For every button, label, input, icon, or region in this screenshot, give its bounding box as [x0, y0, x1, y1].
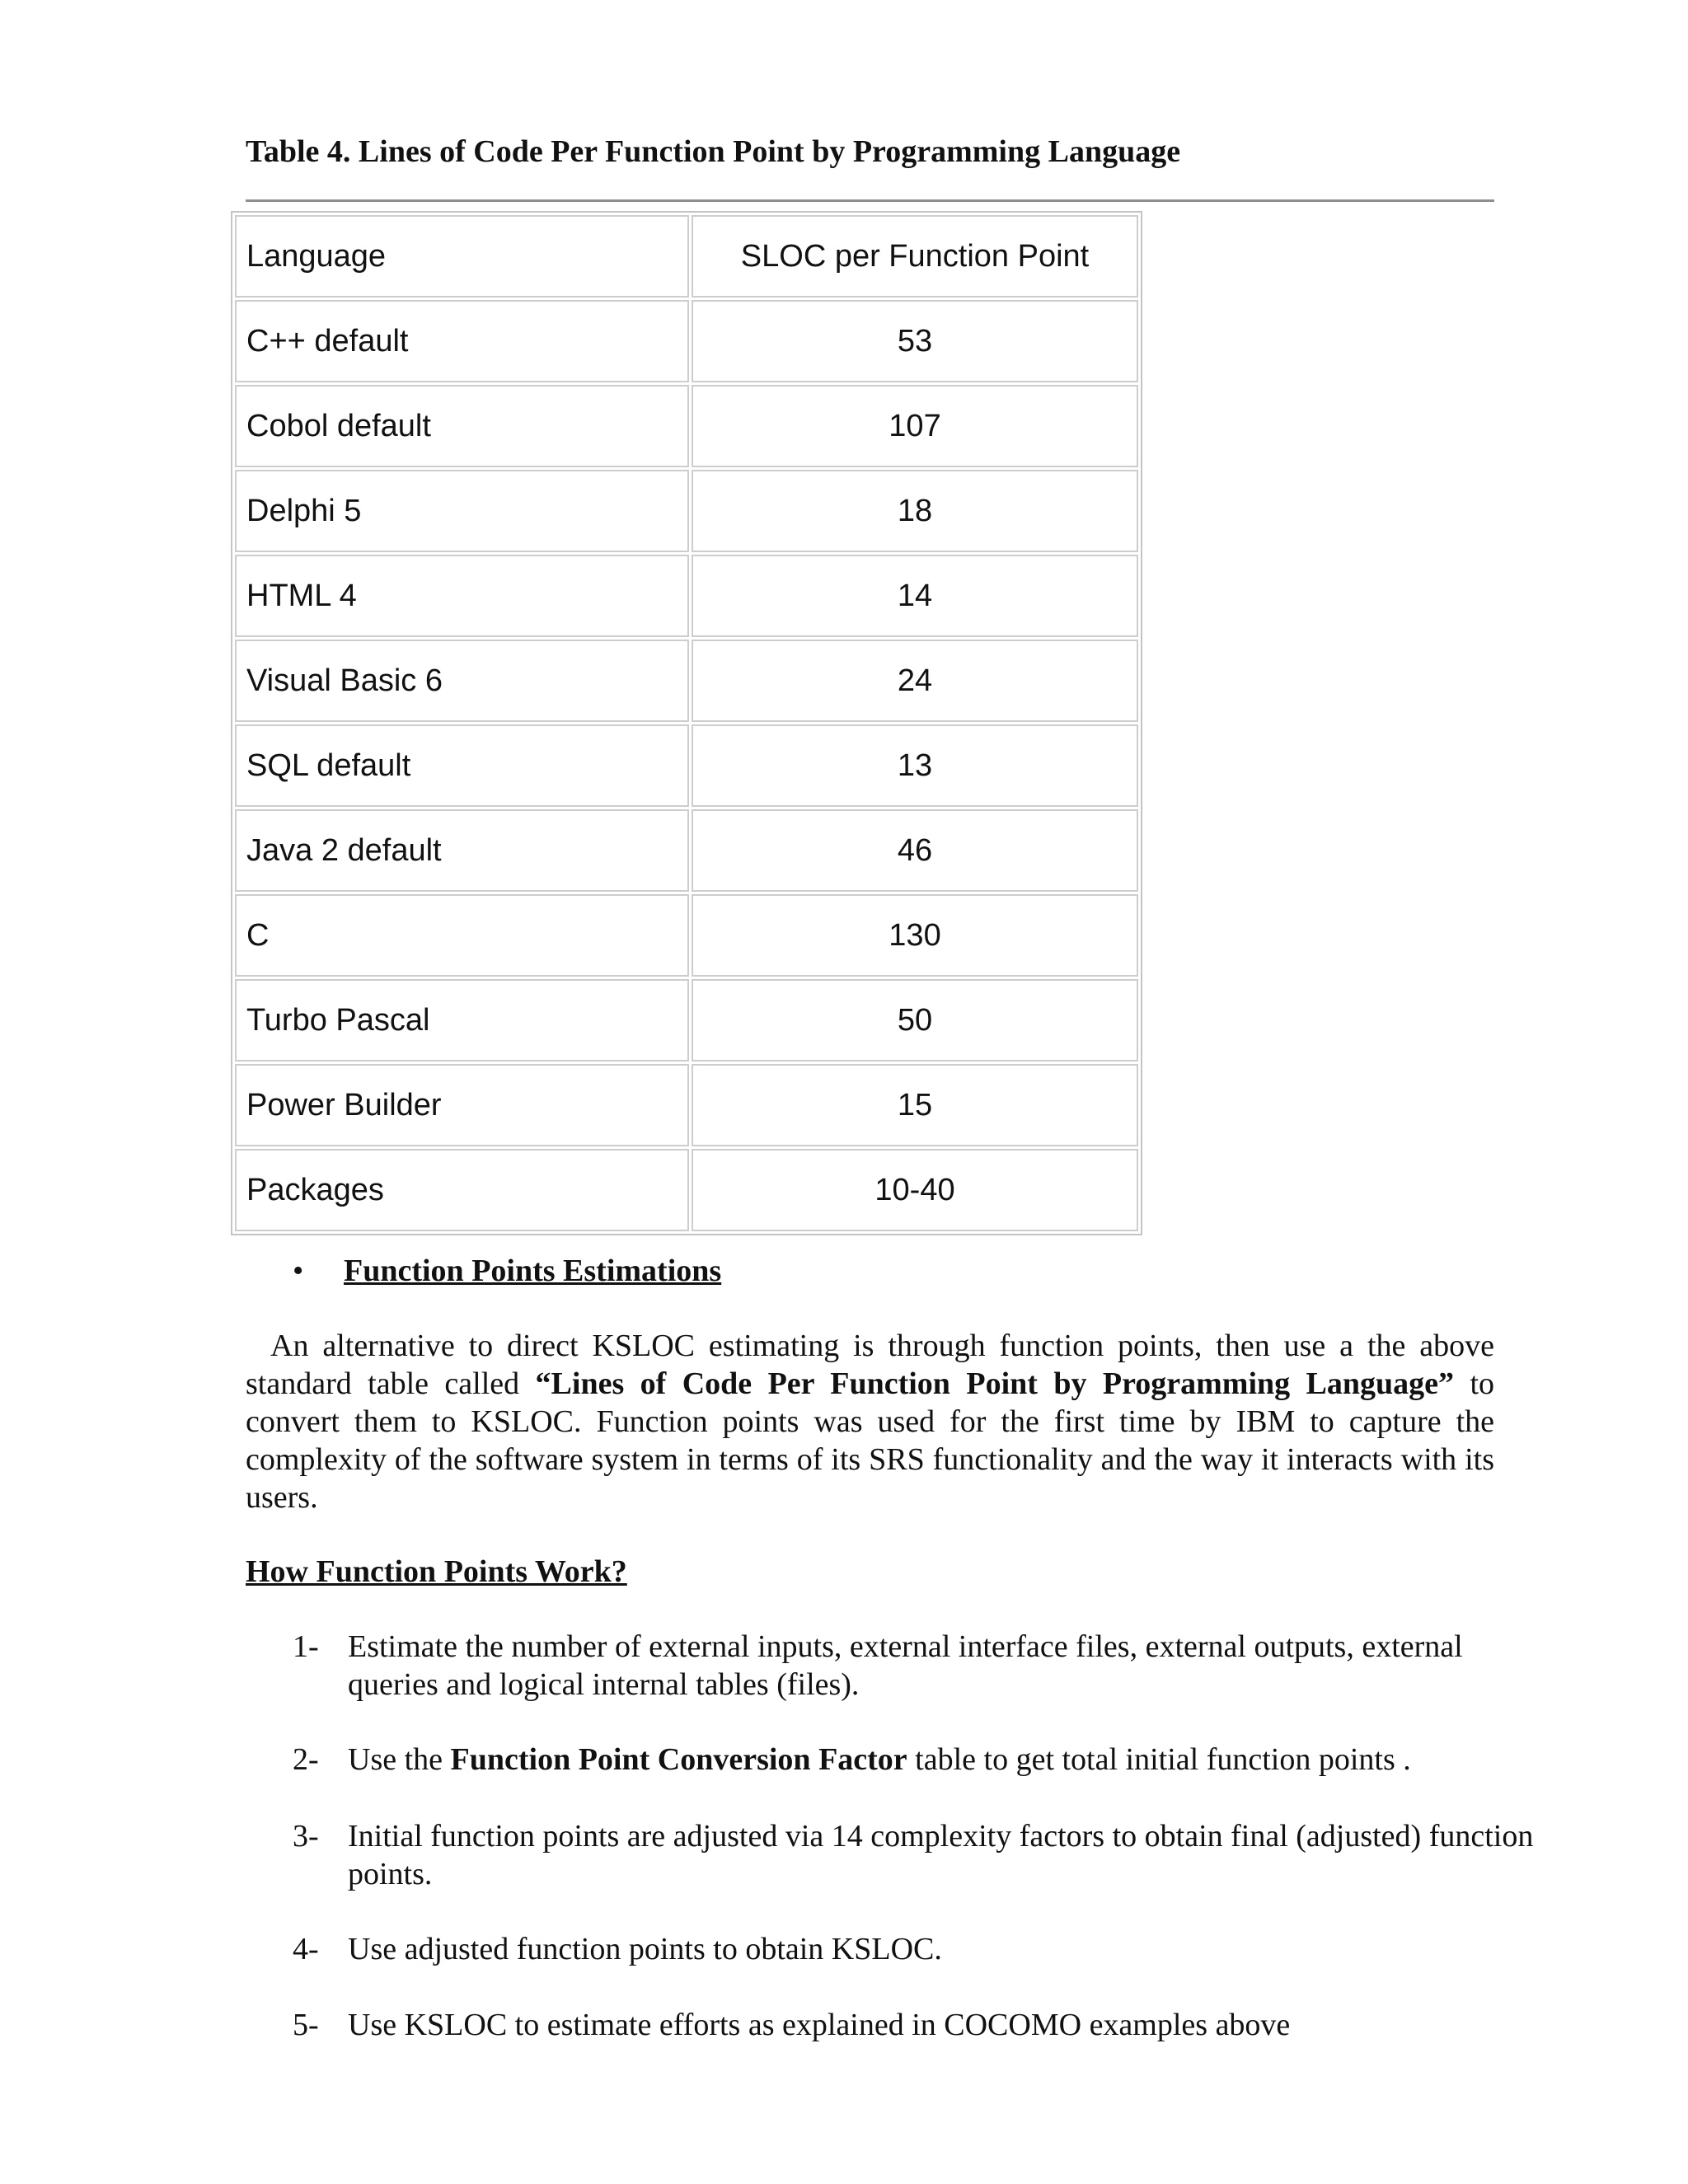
- step-text: Initial function points are adjusted via 14 complexity factors to obtain final (adjusted) function points.: [348, 1819, 1534, 1891]
- table-row: [235, 724, 1138, 807]
- cell-language: Delphi 5: [235, 470, 689, 552]
- bullet-icon: •: [293, 1254, 304, 1288]
- step-text-pre: Use the: [348, 1742, 451, 1777]
- cell-language: Cobol default: [235, 385, 689, 467]
- cell-sloc: 46: [692, 809, 1138, 892]
- list-item: [293, 1741, 1551, 1779]
- step-text: Use KSLOC to estimate efforts as explained in COCOMO examples above: [348, 2008, 1291, 2042]
- step-number: 2-: [293, 1742, 319, 1777]
- step-text-post: table to get total initial function points .: [907, 1742, 1411, 1777]
- table-row: [235, 809, 1138, 892]
- list-item: [293, 1628, 1551, 1704]
- step-number: 3-: [293, 1819, 319, 1854]
- cell-language: Java 2 default: [235, 809, 689, 892]
- paragraph-part1: An alternative to direct KSLOC estimating is through function points, then use a the above standard table called: [246, 1329, 1494, 1401]
- list-item: [293, 1930, 1551, 1968]
- table-row: [235, 385, 1138, 467]
- step-number: 5-: [293, 2008, 319, 2042]
- header-sloc: SLOC per Function Point: [692, 215, 1138, 298]
- sloc-table: [231, 211, 1142, 1235]
- step-number: 4-: [293, 1932, 319, 1966]
- cell-sloc: 107: [692, 385, 1138, 467]
- cell-sloc: 13: [692, 724, 1138, 807]
- section-heading: Function Points Estimations: [344, 1254, 722, 1288]
- section-bullet-heading: [293, 1253, 721, 1289]
- table-row: [235, 640, 1138, 722]
- cell-language: Packages: [235, 1149, 689, 1231]
- cell-sloc: 10-40: [692, 1149, 1138, 1231]
- table-header-row: [235, 215, 1138, 298]
- cell-language: HTML 4: [235, 555, 689, 637]
- cell-sloc: 53: [692, 300, 1138, 382]
- table-row: [235, 1149, 1138, 1231]
- header-language: Language: [235, 215, 689, 298]
- cell-sloc: 130: [692, 894, 1138, 977]
- list-item: [293, 1817, 1551, 1893]
- cell-language: C++ default: [235, 300, 689, 382]
- step-text-bold: Function Point Conversion Factor: [450, 1742, 907, 1777]
- table-title: Table 4. Lines of Code Per Function Point by Programming Language: [246, 134, 1181, 169]
- table-row: [235, 979, 1138, 1062]
- cell-sloc: 24: [692, 640, 1138, 722]
- cell-language: Visual Basic 6: [235, 640, 689, 722]
- cell-sloc: 14: [692, 555, 1138, 637]
- title-divider: [246, 199, 1494, 202]
- paragraph-part2: to convert them to KSLOC. Function points was used for the first time by IBM to capture the complexity of the software system in terms of its SRS functionality and the way it interacts with its users.: [246, 1366, 1495, 1515]
- table-row: [235, 555, 1138, 637]
- cell-sloc: 50: [692, 979, 1138, 1062]
- table-row: [235, 300, 1138, 382]
- cell-sloc: 18: [692, 470, 1138, 552]
- step-text: Estimate the number of external inputs, external interface files, external outputs, external queries and logical internal tables (files).: [348, 1629, 1463, 1702]
- cell-language: C: [235, 894, 689, 977]
- step-text: [348, 1741, 1551, 1779]
- intro-paragraph: [246, 1327, 1494, 1516]
- cell-language: Turbo Pascal: [235, 979, 689, 1062]
- how-heading: How Function Points Work?: [246, 1554, 627, 1589]
- list-item: [293, 2006, 1551, 2044]
- cell-sloc: 15: [692, 1064, 1138, 1146]
- step-text: Use adjusted function points to obtain KSLOC.: [348, 1932, 942, 1966]
- paragraph-quoted-title: “Lines of Code Per Function Point by Programming Language”: [535, 1366, 1455, 1401]
- step-number: 1-: [293, 1629, 319, 1664]
- table-row: [235, 1064, 1138, 1146]
- table-row: [235, 894, 1138, 977]
- table-row: [235, 470, 1138, 552]
- cell-language: SQL default: [235, 724, 689, 807]
- cell-language: Power Builder: [235, 1064, 689, 1146]
